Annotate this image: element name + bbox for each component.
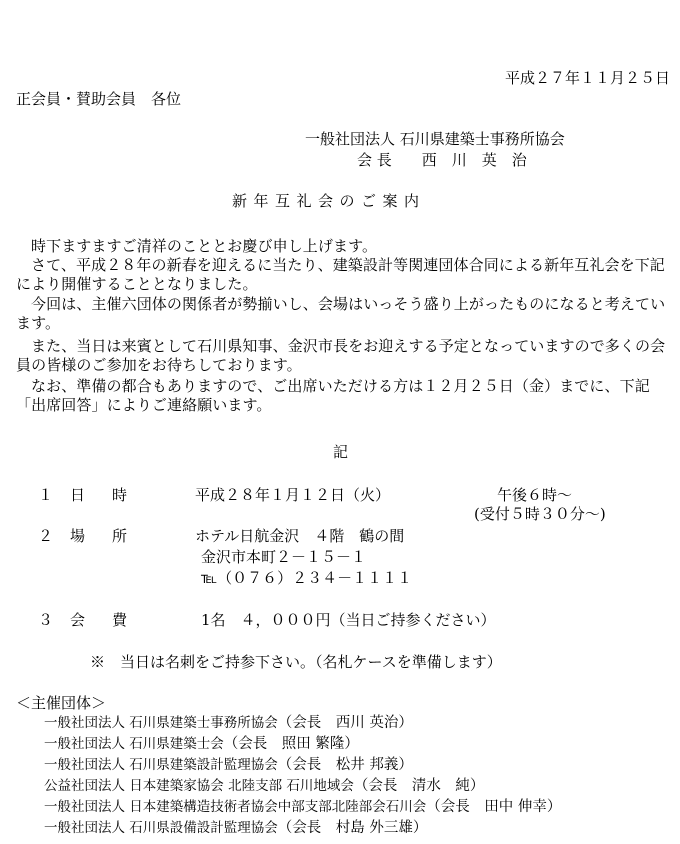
sender-organization: 一般社団法人 石川県建築士事務所協会 xyxy=(305,130,565,148)
organizer-name: 公益社団法人 日本建築家協会 北陸支部 石川地域会 xyxy=(44,778,354,794)
sender-president: 会 長 西 川 英 治 xyxy=(357,151,527,169)
body-paragraph-2: さて、平成２８年の新春を迎えるに当たり、建築設計等関連団体合同による新年互礼会を下記により開催することとなりました。 xyxy=(16,256,665,293)
organizer-name: 一般社団法人 石川県建築士事務所協会 xyxy=(44,715,278,731)
organizer-name: 一般社団法人 石川県建築士会 xyxy=(44,736,224,752)
item3-label: 会 費 xyxy=(70,611,134,629)
organizer-head: （会長 西川 英治） xyxy=(277,715,413,731)
organizer-item xyxy=(44,779,484,794)
body-paragraph-3: 今回は、主催六団体の関係者が勢揃いし、会場はいっそう盛り上がったものになると考えています。 xyxy=(16,295,666,332)
item3-fee: 1名 ４，０００円（当日ご持参ください） xyxy=(201,611,496,629)
organizer-item xyxy=(44,821,427,836)
organizer-item xyxy=(44,716,413,731)
item2-address: 金沢市本町２－１５－１ xyxy=(201,548,367,566)
organizer-head: （会長 照田 繁隆） xyxy=(223,736,359,752)
document-title: 新年互礼会のご案内 xyxy=(232,192,426,210)
organizer-head: （会長 清水 純） xyxy=(353,778,485,794)
organizer-name: 一般社団法人 日本建築構造技術者協会中部支部北陸部会石川会 xyxy=(44,799,427,815)
item2-label: 場 所 xyxy=(70,527,134,545)
item1-label: 日 時 xyxy=(70,486,134,504)
organizer-item xyxy=(44,737,359,752)
ki-heading: 記 xyxy=(333,443,349,461)
body-paragraph-5: なお、準備の都合もありますので、ご出席いただける方は１２月２５日（金）までに、下記「出席回答」によりご連絡願います。 xyxy=(16,377,650,414)
business-card-note: ※ 当日は名刺をご持参下さい。（名札ケースを準備します） xyxy=(90,653,502,671)
item1-reception: (受付５時３０分～) xyxy=(474,505,606,523)
organizers-heading: ＜主催団体＞ xyxy=(16,694,107,712)
item1-time: 午後６時～ xyxy=(497,486,573,504)
body-paragraph-4: また、当日は来賓として石川県知事、金沢市長をお迎えする予定となっていますので多くの会員の皆様のご参加をお待ちしております。 xyxy=(16,337,666,374)
item3-number: ３ xyxy=(38,611,54,629)
organizer-head: （会長 村島 外三雄） xyxy=(277,820,428,836)
body-paragraph-1: 時下ますますご清祥のこととお慶び申し上げます。 xyxy=(31,237,378,255)
item2-tel: ℡（０７６）２３４－１１１１ xyxy=(201,569,413,587)
item2-venue: ホテル日航金沢 ４階 鶴の間 xyxy=(195,527,405,545)
organizer-item xyxy=(44,758,413,773)
item2-number: ２ xyxy=(38,527,54,545)
item1-number: １ xyxy=(38,486,54,504)
organizer-item xyxy=(44,800,561,815)
organizer-head: （会長 田中 伸幸） xyxy=(426,799,562,815)
date: 平成２７年１１月２５日 xyxy=(504,69,670,87)
addressee: 正会員・賛助会員 各位 xyxy=(16,90,182,108)
organizer-name: 一般社団法人 石川県建築設計監理協会 xyxy=(44,757,278,773)
item1-date: 平成２８年１月１２日（火） xyxy=(195,486,391,504)
organizer-head: （会長 松井 邦義） xyxy=(277,757,413,773)
organizer-name: 一般社団法人 石川県設備設計監理協会 xyxy=(44,820,278,836)
